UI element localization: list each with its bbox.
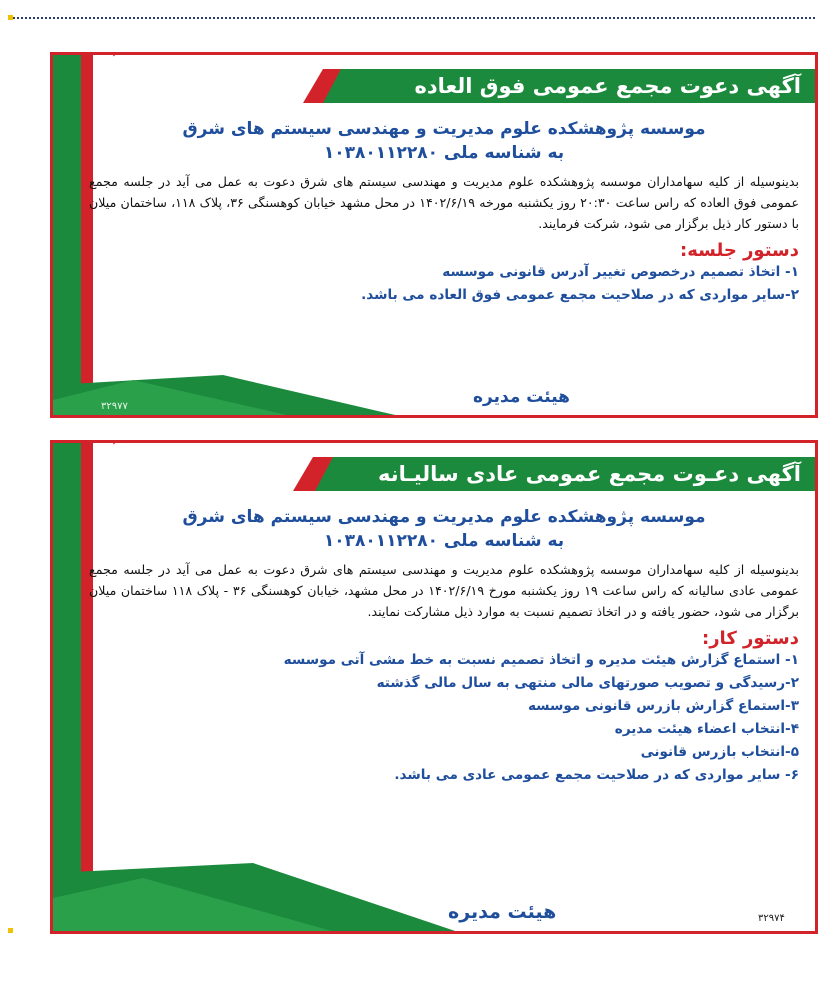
- organization-name: موسسه پژوهشکده علوم مدیریت و مهندسی سیستم های شرق: [182, 119, 706, 139]
- notice-ordinary-meeting: [50, 440, 818, 934]
- signature-board: هیئت مدیره: [473, 387, 570, 407]
- national-id: به شناسه ملی ۱۰۳۸۰۱۱۲۲۸۰: [323, 531, 565, 551]
- notice-extraordinary-meeting: [50, 52, 818, 418]
- ad-content: [89, 507, 799, 787]
- organization-name: موسسه پژوهشکده علوم مدیریت و مهندسی سیستم های شرق: [182, 507, 706, 527]
- banner-red-accent: [303, 69, 373, 103]
- agenda-item: ۶- سایر مواردی که در صلاحیت مجمع عمومی عادی می باشد.: [394, 767, 799, 783]
- ad-title-banner: [346, 69, 815, 132]
- ad-code: ۳۲۹۷۴: [758, 913, 785, 924]
- agenda-item: ۴-انتخاب اعضاء هیئت مدیره: [614, 721, 799, 737]
- corner-mark: [8, 928, 13, 933]
- ad-content: [89, 119, 799, 307]
- agenda-item: ۲-رسیدگی و تصویب صورتهای مالی منتهی به سال مالی گذشته: [376, 675, 799, 691]
- signature-board: هیئت مدیره: [448, 901, 557, 923]
- ad-code: ۳۲۹۷۷: [101, 401, 128, 412]
- national-id: به شناسه ملی ۱۰۳۸۰۱۱۲۲۸۰: [323, 143, 565, 163]
- ad-body-text: بدینوسیله از کلیه سهامداران موسسه پژوهشکده علوم مدیریت و مهندسی سیستم های شرق دعوت به عمل می آید در جلسه مجمع عمومی عادی سالیانه که راس ساعت ۱۹ روز یکشنبه مورخ ۱۴۰۲/۶/۱۹ در محل مشهد، خیابان کوهسنگی ۳۶ - پلاک ۱۱۸ ساختمان میلان برگزار می شود، حضور یافته و در اتخاذ تصمیم نسبت به موارد ذیل مشارکت نمایند.: [89, 562, 799, 619]
- ad-title-banner: [341, 457, 815, 491]
- agenda-item: ۵-انتخاب بازرس قانونی: [640, 744, 799, 760]
- ad-title: آگهی دعـوت مجمع عمومی عادی سالیـانه: [378, 462, 801, 486]
- ad-title: آگهی دعوت مجمع عمومی فوق العاده سالیانه: [414, 74, 801, 132]
- agenda-item: ۲-سایر مواردی که در صلاحیت مجمع عمومی فوق العاده می باشد.: [361, 287, 799, 303]
- agenda-heading: دستور کار:: [702, 628, 799, 649]
- agenda-item: ۱- اتخاذ تصمیم درخصوص تغییر آدرس قانونی موسسه: [442, 264, 799, 280]
- banner-red-accent: [293, 457, 365, 491]
- corner-mark: [8, 15, 13, 20]
- dotted-separator: [10, 17, 815, 19]
- agenda-item: ۳-استماع گزارش بازرس قانونی موسسه: [527, 698, 799, 714]
- agenda-item: ۱- استماع گزارش هیئت مدیره و اتخاذ تصمیم نسبت به خط مشی آتی موسسه: [283, 652, 799, 668]
- ad-body-text: بدینوسیله از کلیه سهامداران موسسه پژوهشکده علوم مدیریت و مهندسی سیستم های شرق دعوت به عمل می آید در جلسه مجمع عمومی فوق العاده که راس ساعت ۲۰:۳۰ روز یکشنبه مورخه ۱۴۰۲/۶/۱۹ در محل مشهد خیابان کوهسنگی ۳۶، پلاک ۱۱۸، ساختمان میلان با دستور کار ذیل برگزار می شود، شرکت فرمایند.: [89, 174, 799, 231]
- agenda-heading: دستور جلسه:: [680, 240, 799, 261]
